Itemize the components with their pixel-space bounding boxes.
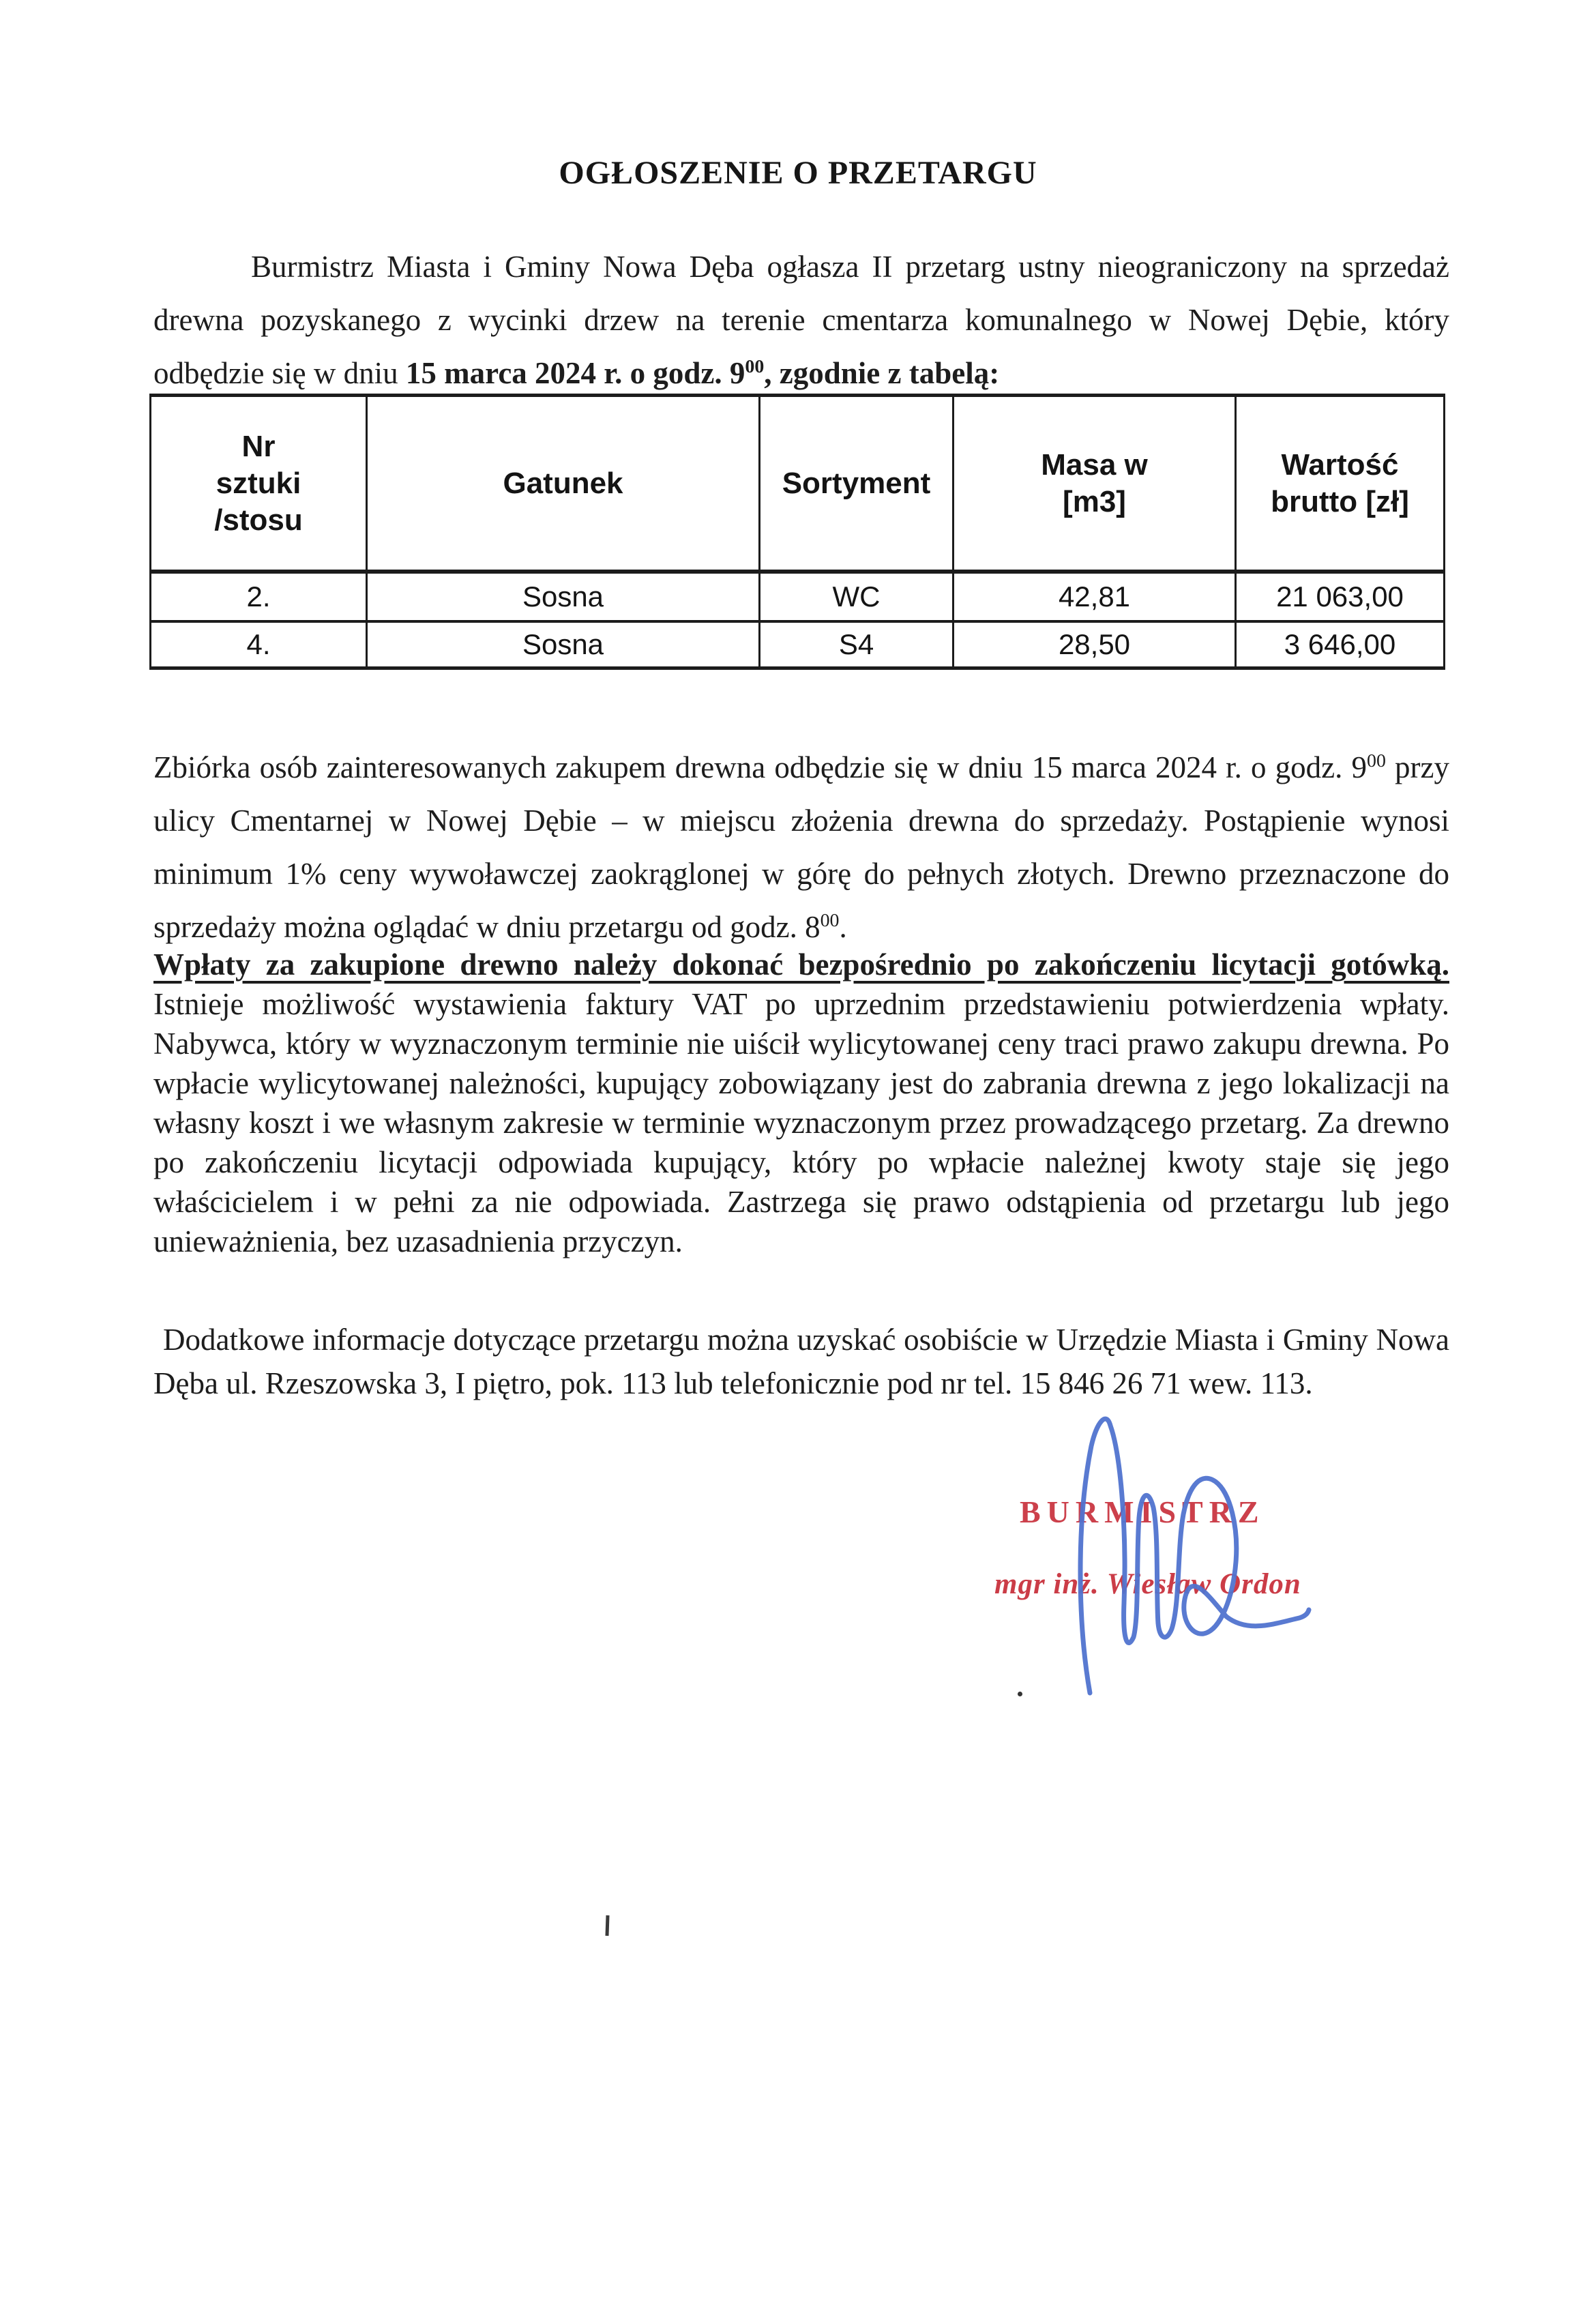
scan-artifact-dot <box>1018 1692 1022 1696</box>
table-header-row <box>151 396 1445 572</box>
table-row <box>151 572 1445 621</box>
cell-gatunek: Sosna <box>367 572 760 621</box>
signature-block <box>955 1398 1337 1753</box>
assembly-text: . <box>839 910 847 944</box>
payment-bold-underlined: Wpłaty za zakupione drewno należy dokonać bezpośrednio po zakończeniu licytacji gotówką. <box>153 947 1449 982</box>
cell-masa: 42,81 <box>954 572 1236 621</box>
cell-sortyment: WC <box>760 572 954 621</box>
header-masa <box>954 396 1236 572</box>
mayor-stamp-title: BURMISTRZ <box>1020 1494 1265 1529</box>
header-line: Wartość <box>1281 447 1399 482</box>
cell-nr: 2. <box>151 572 367 621</box>
assembly-hour-superscript: 00 <box>820 910 840 931</box>
table-row <box>151 621 1445 668</box>
assembly-text: Zbiórka osób zainteresowanych zakupem drewna odbędzie się w dniu 15 marca 2024 r. o godz. 9 <box>153 750 1367 784</box>
header-nr-sztuki-stosu <box>151 396 367 572</box>
header-wartosc-brutto <box>1236 396 1445 572</box>
cell-wartosc: 21 063,00 <box>1236 572 1445 621</box>
header-sortyment <box>760 396 954 572</box>
header-line: brutto [zł] <box>1271 484 1409 518</box>
intro-hour-superscript: 00 <box>745 356 765 377</box>
intro-date-bold <box>406 356 999 390</box>
header-line: /stosu <box>214 503 303 537</box>
header-line: Gatunek <box>503 466 623 500</box>
document-title: OGŁOSZENIE O PRZETARGU <box>559 155 1037 191</box>
contact-paragraph: Dodatkowe informacje dotyczące przetargu można uzyskać osobiście w Urzędzie Miasta i Gminy Nowa Dęba ul. Rzeszowska 3, I piętro, pok. 113 lub telefonicznie pod nr tel. 15 846 26 71 wew. 113. <box>153 1323 1449 1400</box>
header-gatunek <box>367 396 760 572</box>
payment-paragraph <box>153 945 1449 1261</box>
scan-artifact-dash <box>605 1915 609 1936</box>
header-line: Sortyment <box>782 466 931 500</box>
cell-nr: 4. <box>151 621 367 668</box>
intro-paragraph <box>153 240 1449 400</box>
cell-sortyment: S4 <box>760 621 954 668</box>
header-line: Nr <box>241 429 276 463</box>
assembly-paragraph <box>153 741 1449 954</box>
header-line: [m3] <box>1063 484 1126 518</box>
header-line: sztuki <box>216 466 301 500</box>
auction-table <box>149 394 1445 670</box>
assembly-text: przy ulicy Cmentarnej w Nowej Dębie – w miejscu złożenia drewna do sprzedaży. Postąpienie wynosi minimum 1% ceny wywoławczej zaokrąglonej w górę do pełnych złotych. Drewno przeznaczone do sprzedaży można oglądać w dniu przetargu od godz. 8 <box>153 750 1449 944</box>
assembly-hour-superscript: 00 <box>1367 750 1386 771</box>
intro-date-tail: , zgodnie z tabelą: <box>764 356 1000 390</box>
header-line: Masa w <box>1041 447 1148 482</box>
mayor-stamp-name: mgr inż. Wiesław Ordon <box>994 1568 1301 1600</box>
cell-gatunek: Sosna <box>367 621 760 668</box>
handwritten-signature-ink <box>955 1398 1337 1739</box>
intro-text: Burmistrz Miasta i Gminy Nowa Dęba ogłasza II przetarg ustny nieograniczony na sprzedaż drewna pozyskanego z wycinki drzew na terenie cmentarza komunalnego w Nowej Dębie, który odbędzie się w dniu <box>153 250 1449 390</box>
cell-wartosc: 3 646,00 <box>1236 621 1445 668</box>
payment-text: Istnieje możliwość wystawienia faktury VAT po uprzednim przedstawieniu potwierdzenia wpłaty. Nabywca, który w wyznaczonym terminie nie uiścił wylicytowanej ceny traci prawo zakupu drewna. Po wpłacie wylicytowanej należności, kupujący zobowiązany jest do zabrania drewna z jego lokalizacji na własny koszt i we własnym zakresie w terminie wyznaczonym przez prowadzącego przetarg. Za drewno po zakończeniu licytacji odpowiada kupujący, który po wpłacie należnej kwoty staje się jego właścicielem i w pełni za nie odpowiada. Zastrzega się prawo odstąpienia od przetargu lub jego unieważnienia, bez uzasadnienia przyczyn. <box>153 987 1449 1258</box>
cell-masa: 28,50 <box>954 621 1236 668</box>
intro-date-text: 15 marca 2024 r. o godz. 9 <box>405 356 745 390</box>
